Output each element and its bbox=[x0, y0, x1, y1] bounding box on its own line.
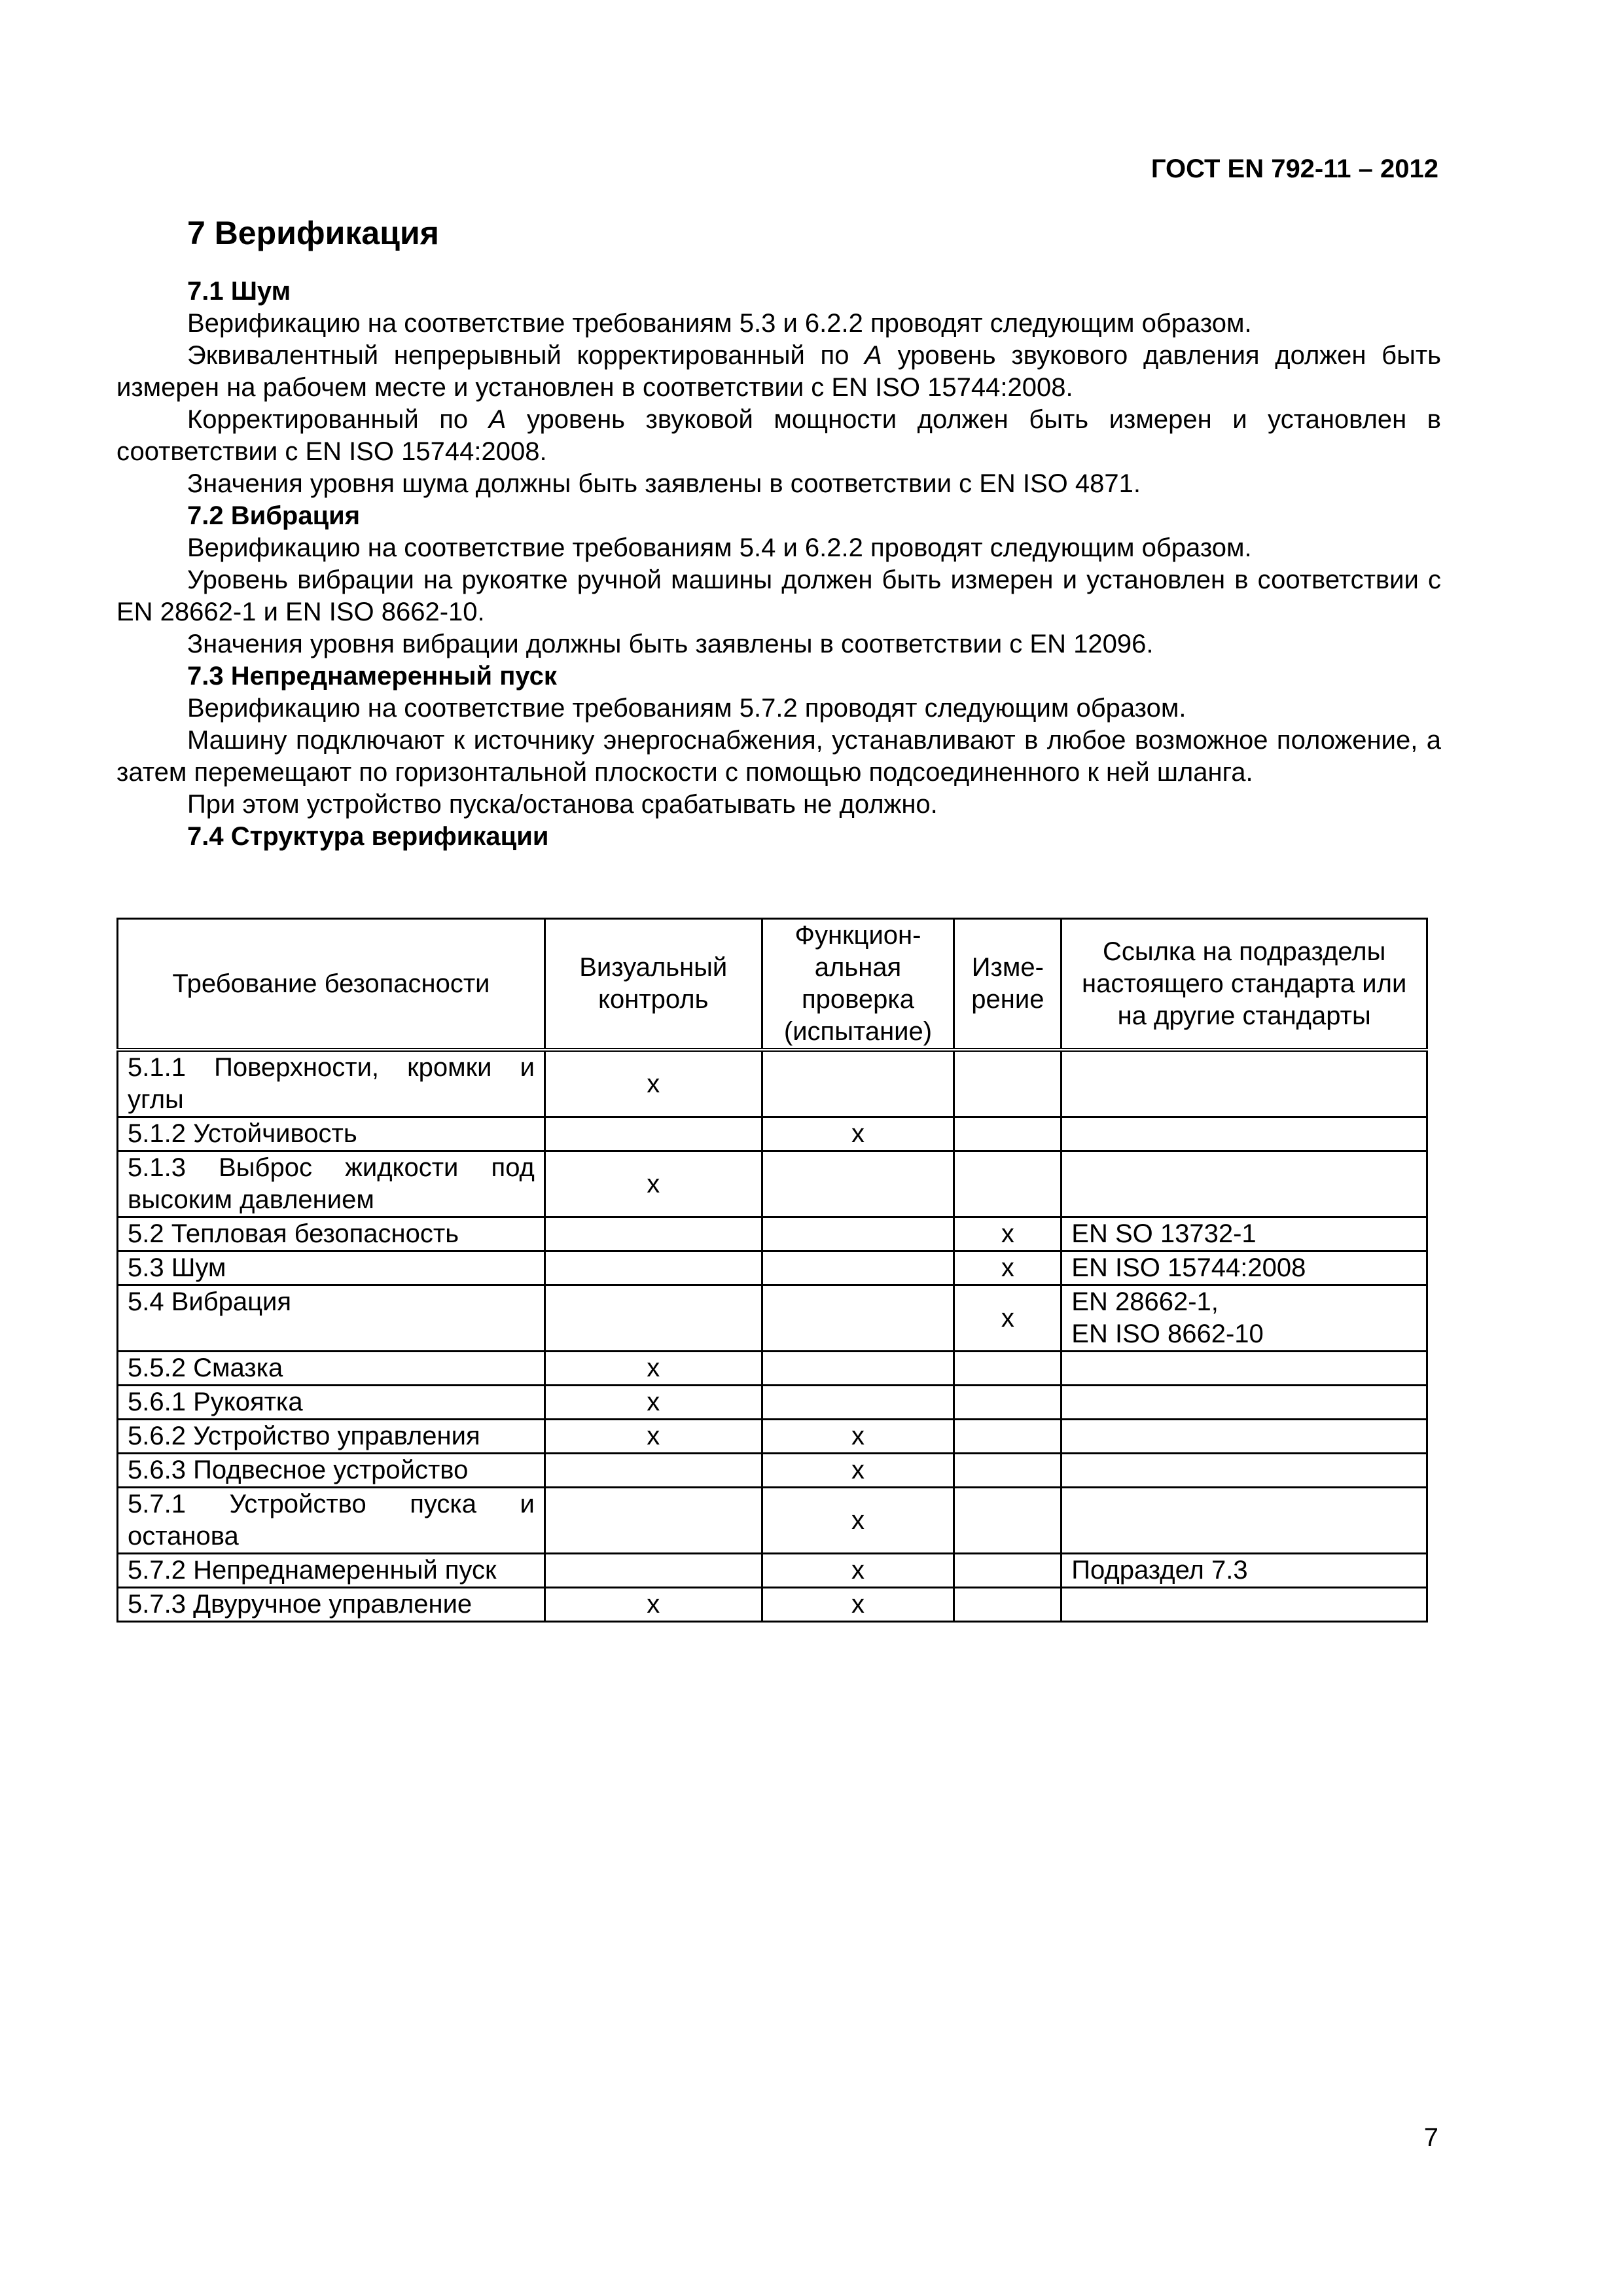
cell-requirement: 5.7.3 Двуручное управление bbox=[118, 1588, 545, 1622]
cell-measurement bbox=[954, 1352, 1061, 1386]
cell-reference bbox=[1061, 1352, 1427, 1386]
cell-measurement: x bbox=[954, 1285, 1061, 1352]
cell-measurement bbox=[954, 1488, 1061, 1554]
cell-reference bbox=[1061, 1386, 1427, 1420]
cell-visual bbox=[544, 1117, 762, 1151]
cell-measurement bbox=[954, 1588, 1061, 1622]
cell-requirement: 5.1.2 Устойчивость bbox=[118, 1117, 545, 1151]
table-row bbox=[118, 1588, 1427, 1622]
header-measurement: Изме-рение bbox=[954, 919, 1061, 1050]
cell-measurement bbox=[954, 1386, 1061, 1420]
cell-requirement: 5.2 Тепловая безопасность bbox=[118, 1217, 545, 1251]
cell-functional bbox=[762, 1251, 954, 1285]
cell-requirement: 5.3 Шум bbox=[118, 1251, 545, 1285]
table-row bbox=[118, 1117, 1427, 1151]
cell-measurement bbox=[954, 1151, 1061, 1217]
cell-requirement: 5.6.2 Устройство управления bbox=[118, 1420, 545, 1454]
cell-reference bbox=[1061, 1454, 1427, 1488]
cell-reference bbox=[1061, 1588, 1427, 1622]
paragraph: Верификацию на соответствие требованиям 5.7.2 проводят следующим образом. bbox=[187, 694, 1186, 723]
table-row bbox=[118, 1488, 1427, 1554]
cell-reference: EN ISO 15744:2008 bbox=[1061, 1251, 1427, 1285]
section-title: 7 Верификация bbox=[187, 215, 439, 251]
subsection-title-7-3: 7.3 Непреднамеренный пуск bbox=[187, 662, 557, 691]
cell-functional: x bbox=[762, 1117, 954, 1151]
cell-measurement: x bbox=[954, 1217, 1061, 1251]
cell-functional bbox=[762, 1050, 954, 1117]
header-functional: Функцион-альная проверка (испытание) bbox=[762, 919, 954, 1050]
cell-requirement: 5.5.2 Смазка bbox=[118, 1352, 545, 1386]
cell-functional bbox=[762, 1386, 954, 1420]
cell-reference: Подраздел 7.3 bbox=[1061, 1554, 1427, 1588]
cell-functional bbox=[762, 1352, 954, 1386]
cell-measurement bbox=[954, 1454, 1061, 1488]
cell-functional bbox=[762, 1285, 954, 1352]
cell-visual bbox=[544, 1454, 762, 1488]
subsection-title-7-1: 7.1 Шум bbox=[187, 277, 291, 306]
cell-reference bbox=[1061, 1488, 1427, 1554]
cell-visual: x bbox=[544, 1151, 762, 1217]
table-row bbox=[118, 1050, 1427, 1117]
cell-measurement bbox=[954, 1554, 1061, 1588]
paragraph: Корректированный по A уровень звуковой мощности должен быть измерен и установлен в соответствии с EN ISO 15744:2008. bbox=[116, 405, 1441, 466]
cell-reference bbox=[1061, 1151, 1427, 1217]
cell-requirement: 5.7.2 Непреднамеренный пуск bbox=[118, 1554, 545, 1588]
paragraph: При этом устройство пуска/останова срабатывать не должно. bbox=[187, 790, 938, 819]
paragraph: Значения уровня шума должны быть заявлены в соответствии с EN ISO 4871. bbox=[187, 469, 1141, 498]
table-row bbox=[118, 1217, 1427, 1251]
page-number: 7 bbox=[1423, 2123, 1438, 2152]
cell-requirement: 5.1.1 Поверхности, кромки и углы bbox=[118, 1050, 545, 1117]
cell-reference bbox=[1061, 1050, 1427, 1117]
cell-visual bbox=[544, 1217, 762, 1251]
table-row bbox=[118, 1285, 1427, 1352]
table-row bbox=[118, 1454, 1427, 1488]
cell-reference: EN SO 13732-1 bbox=[1061, 1217, 1427, 1251]
table-row bbox=[118, 1151, 1427, 1217]
cell-requirement: 5.1.3 Выброс жидкости под высоким давлением bbox=[118, 1151, 545, 1217]
table-row bbox=[118, 1352, 1427, 1386]
verification-table bbox=[116, 918, 1428, 1623]
paragraph: Уровень вибрации на рукоятке ручной машины должен быть измерен и установлен в соответствии с EN 28662-1 и EN ISO 8662-10. bbox=[116, 565, 1441, 626]
cell-visual: x bbox=[544, 1386, 762, 1420]
cell-measurement bbox=[954, 1420, 1061, 1454]
cell-reference bbox=[1061, 1117, 1427, 1151]
cell-visual: x bbox=[544, 1352, 762, 1386]
cell-visual bbox=[544, 1251, 762, 1285]
table-row bbox=[118, 1420, 1427, 1454]
cell-measurement bbox=[954, 1050, 1061, 1117]
text-block bbox=[116, 217, 1441, 853]
reference-line: EN ISO 8662-10 bbox=[1071, 1319, 1264, 1348]
cell-functional bbox=[762, 1217, 954, 1251]
cell-functional bbox=[762, 1151, 954, 1217]
subsection-title-7-2: 7.2 Вибрация bbox=[187, 501, 361, 530]
cell-measurement bbox=[954, 1117, 1061, 1151]
cell-visual bbox=[544, 1554, 762, 1588]
cell-visual: x bbox=[544, 1050, 762, 1117]
cell-visual: x bbox=[544, 1588, 762, 1622]
paragraph: Значения уровня вибрации должны быть заявлены в соответствии с EN 12096. bbox=[187, 630, 1154, 658]
document-id-header: ГОСТ EN 792-11 – 2012 bbox=[1150, 154, 1438, 183]
cell-functional: x bbox=[762, 1420, 954, 1454]
cell-requirement: 5.7.1 Устройство пуска и останова bbox=[118, 1488, 545, 1554]
table-row bbox=[118, 1554, 1427, 1588]
cell-functional: x bbox=[762, 1454, 954, 1488]
paragraph: Верификацию на соответствие требованиям 5.3 и 6.2.2 проводят следующим образом. bbox=[187, 309, 1252, 338]
cell-measurement: x bbox=[954, 1251, 1061, 1285]
header-requirement: Требование безопасности bbox=[118, 919, 545, 1050]
cell-visual bbox=[544, 1285, 762, 1352]
header-visual: Визуальный контроль bbox=[544, 919, 762, 1050]
cell-visual: x bbox=[544, 1420, 762, 1454]
cell-requirement: 5.4 Вибрация bbox=[118, 1285, 545, 1352]
paragraph: Машину подключают к источнику энергоснабжения, устанавливают в любое возможное положение, а затем перемещают по горизонтальной плоскости с помощью подсоединенного к ней шланга. bbox=[116, 726, 1441, 787]
table-header-row bbox=[118, 919, 1427, 1050]
cell-visual bbox=[544, 1488, 762, 1554]
cell-functional: x bbox=[762, 1554, 954, 1588]
cell-reference bbox=[1061, 1420, 1427, 1454]
paragraph: Эквивалентный непрерывный корректированный по A уровень звукового давления должен быть измерен на рабочем месте и установлен в соответствии с EN ISO 15744:2008. bbox=[116, 341, 1441, 402]
header-reference: Ссылка на подразделы настоящего стандарта или на другие стандарты bbox=[1061, 919, 1427, 1050]
table-row bbox=[118, 1251, 1427, 1285]
cell-requirement: 5.6.3 Подвесное устройство bbox=[118, 1454, 545, 1488]
reference-line: EN 28662-1, bbox=[1071, 1287, 1219, 1316]
cell-reference bbox=[1061, 1285, 1427, 1352]
cell-functional: x bbox=[762, 1588, 954, 1622]
table-row bbox=[118, 1386, 1427, 1420]
subsection-title-7-4: 7.4 Структура верификации bbox=[187, 822, 549, 851]
paragraph: Верификацию на соответствие требованиям 5.4 и 6.2.2 проводят следующим образом. bbox=[187, 533, 1252, 562]
cell-functional: x bbox=[762, 1488, 954, 1554]
cell-requirement: 5.6.1 Рукоятка bbox=[118, 1386, 545, 1420]
